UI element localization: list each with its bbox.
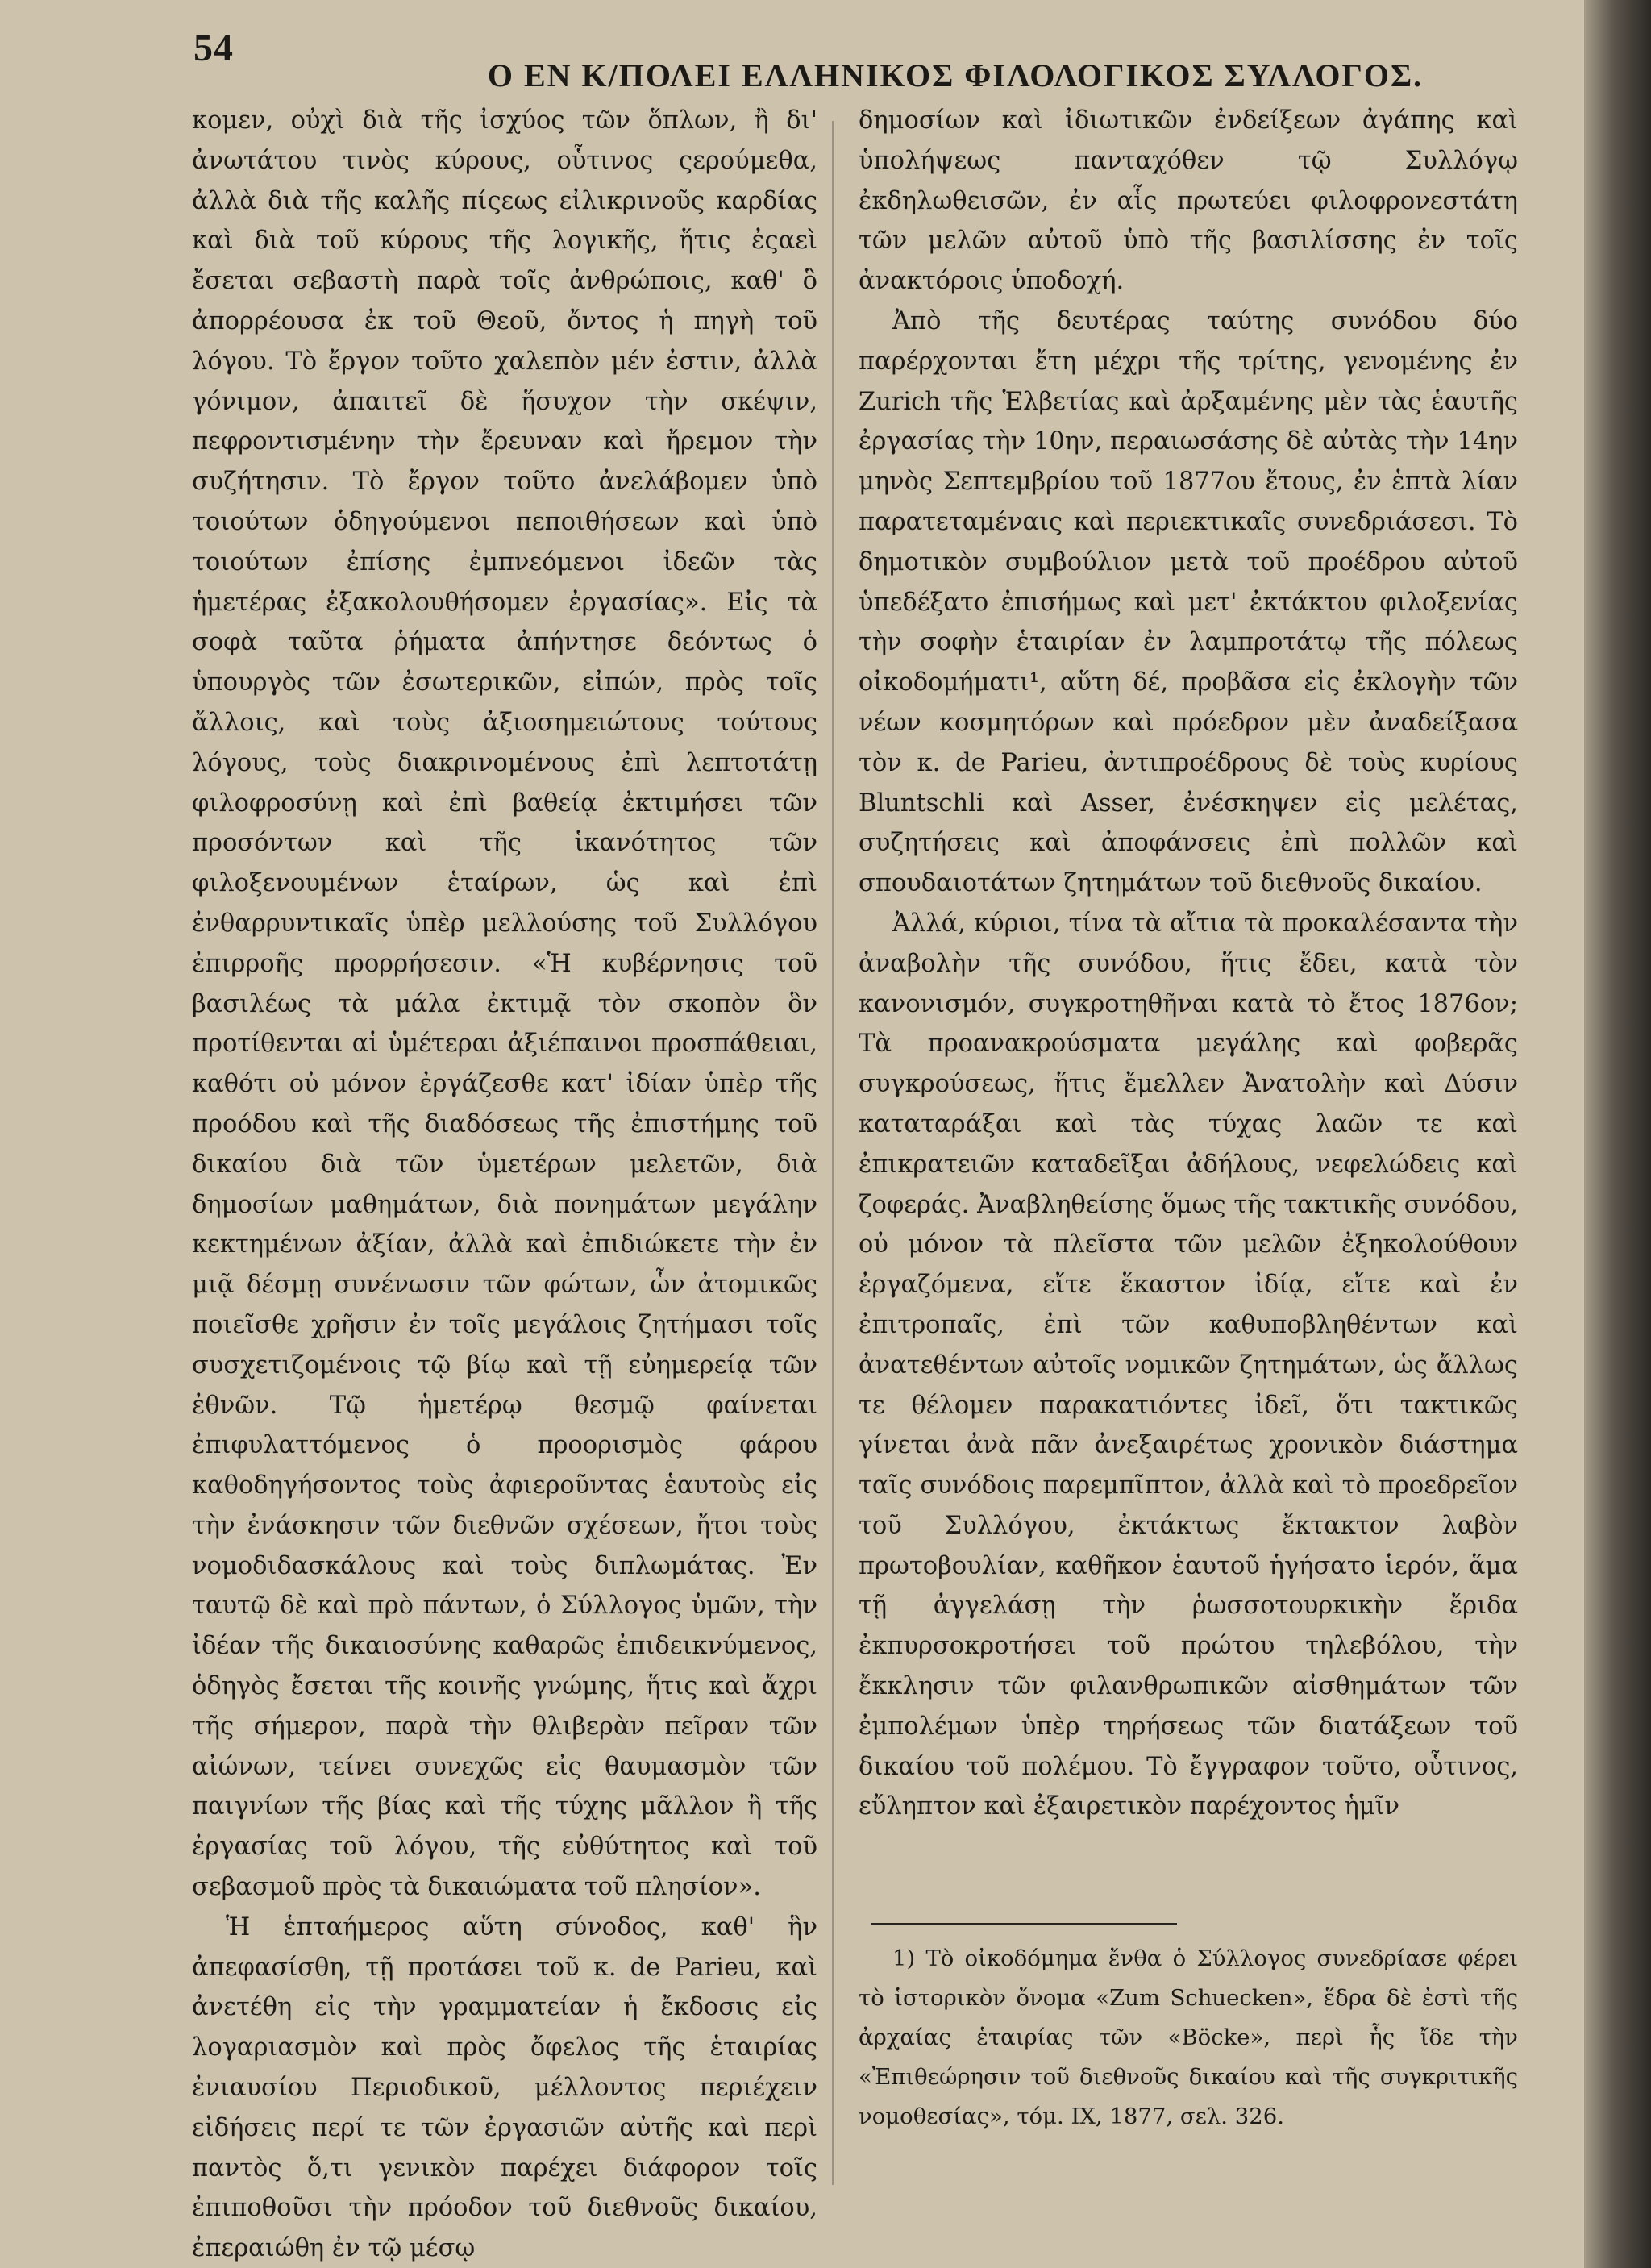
right-paragraph-2: Ἀπὸ τῆς δευτέρας ταύτης συνόδου δύο παρέρχονται ἔτη μέχρι τῆς τρίτης, γενομένης ἐν Zurich τῆς Ἑλβετίας καὶ ἀρξαμένης μὲν τὰς ἑαυτῆς ἐργασίας τὴν 10ην, περαιωσάσης δὲ αὐτὰς τὴν 14ην μηνὸς Σεπτεμβρίου τοῦ 1877ου ἔτους, ἐν ἑπτὰ λίαν παρατεταμέναις καὶ περιεκτικαῖς συνεδριάσεσι. Τὸ δημοτικὸν συμβούλιον μετὰ τοῦ προέδρου αὐτοῦ ὑπεδέξατο ἐπισήμως καὶ μετ' ἐκτάκτου φιλοξενίας τὴν σοφὴν ἑταιρίαν ἐν λαμπροτάτῳ τῆς πόλεως οἰκοδομήματι¹, αὕτη δέ, προβᾶσα εἰς ἐκλογὴν τῶν νέων κοσμητόρων καὶ πρόεδρον μὲν ἀναδείξασα τὸν κ. de Parieu, ἀντιπροέδρους δὲ τοὺς κυρίους Bluntschli καὶ Asser, ἐνέσκηψεν εἰς μελέτας, συζητήσεις καὶ ἀποφάνσεις ἐπὶ πολλῶν καὶ σπουδαιοτάτων ζητημάτων τοῦ διεθνοῦς δικαίου. [859, 306, 1518, 898]
page-gutter-shadow [1584, 0, 1651, 2268]
footnote-text: 1) Τὸ οἰκοδόμημα ἔνθα ὁ Σύλλογος συνεδρίασε φέρει τὸ ἱστορικὸν ὄνομα «Zum Schuecken», ἕδρα δὲ ἐστὶ τῆς ἀρχαίας ἑταιρίας τῶν «Böcke», περὶ ἧς ἴδε τὴν «Ἐπιθεώρησιν τοῦ διεθνοῦς δικαίου καὶ τῆς συγκριτικῆς νομοθεσίας», τόμ. IX, 1877, σελ. 326. [859, 1945, 1518, 2129]
right-column [859, 101, 1518, 1827]
running-title: Ο ΕΝ Κ/ΠΟΛΕΙ ΕΛΛΗΝΙΚΟΣ ΦΙΛΟΛΟΓΙΚΟΣ ΣΥΛΛΟΓΟΣ. [487, 57, 1424, 94]
page-number: 54 [193, 27, 234, 69]
column-divider [832, 121, 834, 2185]
left-column [192, 101, 817, 2268]
left-paragraph-1: κομεν, οὐχὶ διὰ τῆς ἰσχύος τῶν ὅπλων, ἢ δι' ἀνωτάτου τινὸς κύρους, οὗτινος ςερούμεθα, ἀλλὰ διὰ τῆς καλῆς πίςεως εἰλικρινοῦς καρδίας καὶ διὰ τοῦ κύρους τῆς λογικῆς, ἥτις ἐςαεὶ ἔσεται σεβαστὴ παρὰ τοῖς ἀνθρώποις, καθ' ὃ ἀπορρέουσα ἐκ τοῦ Θεοῦ, ὄντος ἡ πηγὴ τοῦ λόγου. Τὸ ἔργον τοῦτο χαλεπὸν μέν ἐστιν, ἀλλὰ γόνιμον, ἀπαιτεῖ δὲ ἥσυχον τὴν σκέψιν, πεφροντισμένην τὴν ἔρευναν καὶ ἤρεμον τὴν συζήτησιν. Τὸ ἔργον τοῦτο ἀνελάβομεν ὑπὸ τοιούτων ὁδηγούμενοι πεποιθήσεων καὶ ὑπὸ τοιούτων ἐπίσης ἐμπνεόμενοι ἰδεῶν τὰς ἡμετέρας ἐξακολουθήσομεν ἐργασίας». Εἰς τὰ σοφὰ ταῦτα ῥήματα ἀπήντησε δεόντως ὁ ὑπουργὸς τῶν ἐσωτερικῶν, εἰπών, πρὸς τοῖς ἄλλοις, καὶ τοὺς ἀξιοσημειώτους τούτους λόγους, τοὺς διακρινομένους ἐπὶ λεπτοτάτῃ φιλοφροσύνῃ καὶ ἐπὶ βαθείᾳ ἐκτιμήσει τῶν προσόντων καὶ τῆς ἱκανότητος τῶν φιλοξενουμένων ἑταίρων, ὡς καὶ ἐπὶ ἐνθαρρυντικαῖς ὑπὲρ μελλούσης τοῦ Συλλόγου ἐπιρροῆς προρρήσεσιν. «Ἡ κυβέρνησις τοῦ βασιλέως τὰ μάλα ἐκτιμᾷ τὸν σκοπὸν ὃν προτίθενται αἱ ὑμέτεραι ἀξιέπαινοι προσπάθειαι, καθότι οὐ μόνον ἐργάζεσθε κατ' ἰδίαν ὑπὲρ τῆς προόδου καὶ τῆς διαδόσεως τῆς ἐπιστήμης τοῦ δικαίου διὰ τῶν ὑμετέρων μελετῶν, διὰ δημοσίων μαθημάτων, διὰ πονημάτων μεγάλην κεκτημένων ἀξίαν, ἀλλὰ καὶ ἐπιδιώκετε τὴν ἐν μιᾷ δέσμῃ συνένωσιν τῶν φώτων, ὧν ἀτομικῶς ποιεῖσθε χρῆσιν ἐν τοῖς μεγάλοις ζητήμασι τοῖς συσχετιζομένοις τῷ βίῳ καὶ τῇ εὐημερείᾳ τῶν ἐθνῶν. Τῷ ἡμετέρῳ θεσμῷ φαίνεται ἐπιφυλαττόμενος ὁ προορισμὸς φάρου καθοδηγήσοντος τοὺς ἀφιεροῦντας ἑαυτοὺς εἰς τὴν ἐνάσκησιν τῶν διεθνῶν σχέσεων, ἤτοι τοὺς νομοδιδασκάλους καὶ τοὺς διπλωμάτας. Ἐν ταυτῷ δὲ καὶ πρὸ πάντων, ὁ Σύλλογος ὑμῶν, τὴν ἰδέαν τῆς δικαιοσύνης καθαρῶς ἐπιδεικνύμενος, ὁδηγὸς ἔσεται τῆς κοινῆς γνώμης, ἥτις καὶ ἄχρι τῆς σήμερον, παρὰ τὴν θλιβερὰν πεῖραν τῶν αἰώνων, τείνει συνεχῶς εἰς θαυμασμὸν τῶν παιγνίων τῆς βίας καὶ τῆς τύχης μᾶλλον ἢ τῆς ἐργασίας τοῦ λόγου, τῆς εὐθύτητος καὶ τοῦ σεβασμοῦ πρὸς τὰ δικαιώματα τοῦ πλησίον». [192, 106, 817, 1902]
left-paragraph-2: Ἡ ἑπταήμερος αὕτη σύνοδος, καθ' ἣν ἀπεφασίσθη, τῇ προτάσει τοῦ κ. de Parieu, καὶ ἀνετέθη εἰς τὴν γραμματείαν ἡ ἔκδοσις εἰς λογαριασμὸν καὶ πρὸς ὄφελος τῆς ἑταιρίας ἐνιαυσίου Περιοδικοῦ, μέλλοντος περιέχειν εἰδήσεις περί τε τῶν ἐργασιῶν αὐτῆς καὶ περὶ παντὸς ὅ,τι γενικὸν παρέχει διάφορον τοῖς ἐπιποθοῦσι τὴν πρόοδον τοῦ διεθνοῦς δικαίου, ἐπεραιώθη ἐν τῷ μέσῳ [192, 1912, 817, 2263]
footnote-divider [871, 1923, 1177, 1925]
right-paragraph-1: δημοσίων καὶ ἰδιωτικῶν ἐνδείξεων ἀγάπης καὶ ὑπολήψεως πανταχόθεν τῷ Συλλόγῳ ἐκδηλωθεισῶν, ἐν αἷς πρωτεύει φιλοφρονεστάτη τῶν μελῶν αὐτοῦ ὑπὸ τῆς βασιλίσσης ἐν τοῖς ἀνακτόροις ὑποδοχή. [859, 106, 1518, 296]
right-paragraph-3: Ἀλλά, κύριοι, τίνα τὰ αἴτια τὰ προκαλέσαντα τὴν ἀναβολὴν τῆς συνόδου, ἥτις ἔδει, κατὰ τὸν κανονισμόν, συγκροτηθῆναι κατὰ τὸ ἔτος 1876ον; Τὰ προανακρούσματα μεγάλης καὶ φοβερᾶς συγκρούσεως, ἥτις ἔμελλεν Ἀνατολὴν καὶ Δύσιν καταταράξαι καὶ τὰς τύχας λαῶν τε καὶ ἐπικρατειῶν καταδεῖξαι ἀδήλους, νεφελώδεις καὶ ζοφεράς. Ἀναβληθείσης ὅμως τῆς τακτικῆς συνόδου, οὐ μόνον τὰ πλεῖστα τῶν μελῶν ἐξηκολούθουν ἐργαζόμενα, εἴτε ἕκαστον ἰδίᾳ, εἴτε καὶ ἐν ἐπιτροπαῖς, ἐπὶ τῶν καθυποβληθέντων καὶ ἀνατεθέντων αὐτοῖς νομικῶν ζητημάτων, ὡς ἄλλως τε θέλομεν παρακατιόντες ἰδεῖ, ὅτι τακτικῶς γίνεται ἀνὰ πᾶν ἀνεξαιρέτως χρονικὸν διάστημα ταῖς συνόδοις παρεμπῖπτον, ἀλλὰ καὶ τὸ προεδρεῖον τοῦ Συλλόγου, ἐκτάκτως ἔκτακτον λαβὸν πρωτοβουλίαν, καθῆκον ἑαυτοῦ ἡγήσατο ἱερόν, ἅμα τῇ ἀγγελάσῃ τὴν ῥωσσοτουρκικὴν ἔριδα ἐκπυρσοκροτήσει τοῦ πρώτου τηλεβόλου, τὴν ἔκκλησιν τῶν φιλανθρωπικῶν αἰσθημάτων τῶν ἐμπολέμων ὑπὲρ τηρήσεως τῶν διατάξεων τοῦ δικαίου τοῦ πολέμου. Τὸ ἔγγραφον τοῦτο, οὗτινος, εὔληπτον καὶ ἐξαιρετικὸν παρέχοντος ἡμῖν [859, 909, 1518, 1821]
page-header [193, 26, 1516, 98]
footnote [859, 1939, 1518, 2137]
